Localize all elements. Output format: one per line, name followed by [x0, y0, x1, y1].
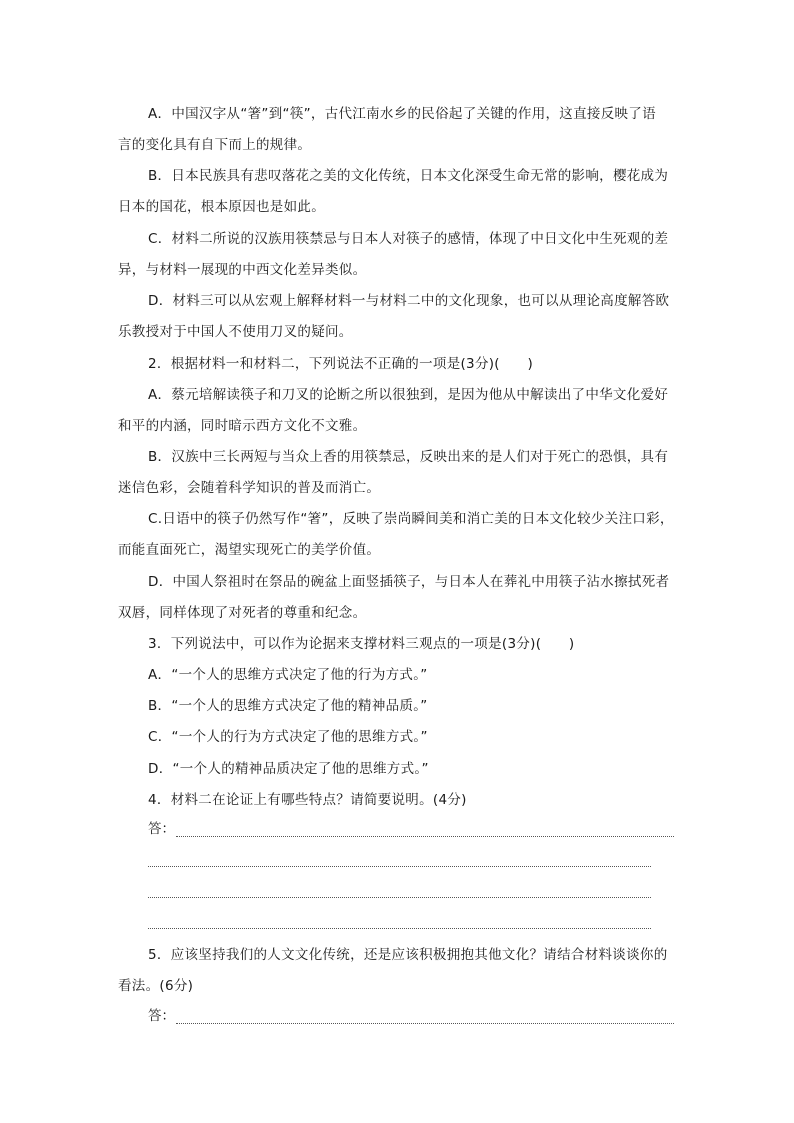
text-line: 3．下列说法中，可以作为论据来支撑材料三观点的一项是(3分)( ) [148, 636, 575, 652]
text-line: D．材料三可以从宏观上解释材料一与材料二中的文化现象，也可以从理论高度解答欧 [148, 293, 670, 309]
answer-line-q4-2[interactable] [148, 866, 651, 867]
text-line: B．汉族中三长两短与当众上香的用筷禁忌，反映出来的是人们对于死亡的恐惧，具有 [148, 449, 669, 465]
text-line: 而能直面死亡，渴望实现死亡的美学价值。 [118, 542, 381, 558]
answer-line-q4-4[interactable] [148, 928, 651, 929]
answer-label-q5: 答： [148, 1008, 175, 1024]
text-line: 乐教授对于中国人不使用刀叉的疑问。 [118, 324, 353, 340]
text-line: 和平的内涵，同时暗示西方文化不文雅。 [118, 418, 367, 434]
answer-line-q4-1[interactable] [176, 836, 674, 837]
text-line: D．“一个人的精神品质决定了他的思维方式。” [148, 761, 429, 777]
text-line: 言的变化具有自下而上的规律。 [118, 137, 312, 153]
text-line: 双唇，同样体现了对死者的尊重和纪念。 [118, 605, 367, 621]
text-line: C．材料二所说的汉族用筷禁忌与日本人对筷子的感情，体现了中日文化中生死观的差 [148, 231, 669, 247]
text-line: C.日语中的筷子仍然写作“箸”，反映了崇尚瞬间美和消亡美的日本文化较少关注口彩， [148, 511, 674, 527]
text-line: 4．材料二在论证上有哪些特点？请简要说明。(4分) [148, 792, 467, 808]
text-line: A．“一个人的思维方式决定了他的行为方式。” [148, 667, 428, 683]
answer-label-q4: 答： [148, 821, 175, 837]
text-line: B．“一个人的思维方式决定了他的精神品质。” [148, 698, 428, 714]
answer-line-q4-3[interactable] [148, 897, 651, 898]
text-line: 5．应该坚持我们的人文文化传统，还是应该积极拥抱其他文化？请结合材料谈谈你的 [148, 947, 668, 963]
text-line: D．中国人祭祖时在祭品的碗盆上面竖插筷子，与日本人在葬礼中用筷子沾水擦拭死者 [148, 574, 670, 590]
text-line: B．日本民族具有悲叹落花之美的文化传统，日本文化深受生命无常的影响，樱花成为 [148, 168, 669, 184]
text-line: 迷信色彩，会随着科学知识的普及而消亡。 [118, 480, 381, 496]
text-line: C．“一个人的行为方式决定了他的思维方式。” [148, 729, 428, 745]
text-line: 日本的国花，根本原因也是如此。 [118, 199, 325, 215]
text-line: A．中国汉字从“箸”到“筷”，古代江南水乡的民俗起了关键的作用，这直接反映了语 [148, 106, 656, 122]
text-line: 看法。(6分) [118, 978, 194, 994]
text-line: 异，与材料一展现的中西文化差异类似。 [118, 262, 367, 278]
text-line: A．蔡元培解读筷子和刀叉的论断之所以很独到，是因为他从中解读出了中华文化爱好 [148, 387, 669, 403]
answer-line-q5-1[interactable] [176, 1023, 674, 1024]
text-line: 2．根据材料一和材料二，下列说法不正确的一项是(3分)( ) [148, 356, 534, 372]
